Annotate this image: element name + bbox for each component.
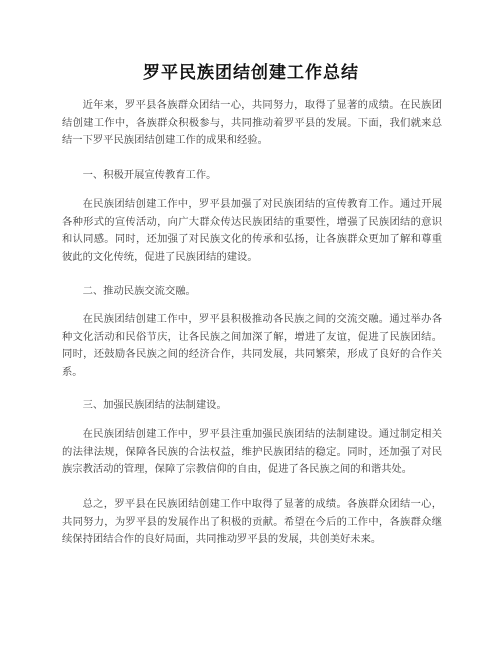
section-heading-3: 三、加强民族团结的法制建设。	[82, 399, 227, 411]
section-3-paragraph: 在民族团结创建工作中，罗平县注重加强民族团结的法制建设。通过制定相关的法律法规，保障各民族的合法权益，维护民族团结的稳定。同时，还加强了对民族宗教活动的管理，保障了宗教信仰的自由，促进了各民族之间的和谐共处。	[62, 428, 442, 476]
intro-paragraph: 近年来，罗平县各族群众团结一心，共同努力，取得了显著的成绩。在民族团结创建工作中，各族群众积极参与，共同推动着罗平县的发展。下面，我们就来总结一下罗平民族团结创建工作的成果和经验。	[62, 99, 442, 147]
section-2-paragraph: 在民族团结创建工作中，罗平县积极推动各民族之间的交流交融。通过举办各种文化活动和民俗节庆，让各民族之间加深了解，增进了友谊，促进了民族团结。同时，还鼓励各民族之间的经济合作，共同发展，共同繁荣，形成了良好的合作关系。	[62, 313, 442, 378]
document-title: 罗平民族团结创建工作总结	[143, 63, 359, 83]
conclusion-paragraph: 总之，罗平县在民族团结创建工作中取得了显著的成绩。各族群众团结一心，共同努力，为罗平县的发展作出了积极的贡献。希望在今后的工作中，各族群众继续保持团结合作的良好局面，共同推动罗平县的发展，共创美好未来。	[62, 498, 442, 546]
section-heading-2: 二、推动民族交流交融。	[82, 285, 196, 297]
section-heading-1: 一、积极开展宣传教育工作。	[82, 169, 217, 181]
section-1-paragraph: 在民族团结创建工作中，罗平县加强了对民族团结的宣传教育工作。通过开展各种形式的宣传活动，向广大群众传达民族团结的重要性，增强了民族团结的意识和认同感。同时，还加强了对民族文化的传承和弘扬，让各族群众更加了解和尊重彼此的文化传统，促进了民族团结的建设。	[62, 198, 442, 263]
